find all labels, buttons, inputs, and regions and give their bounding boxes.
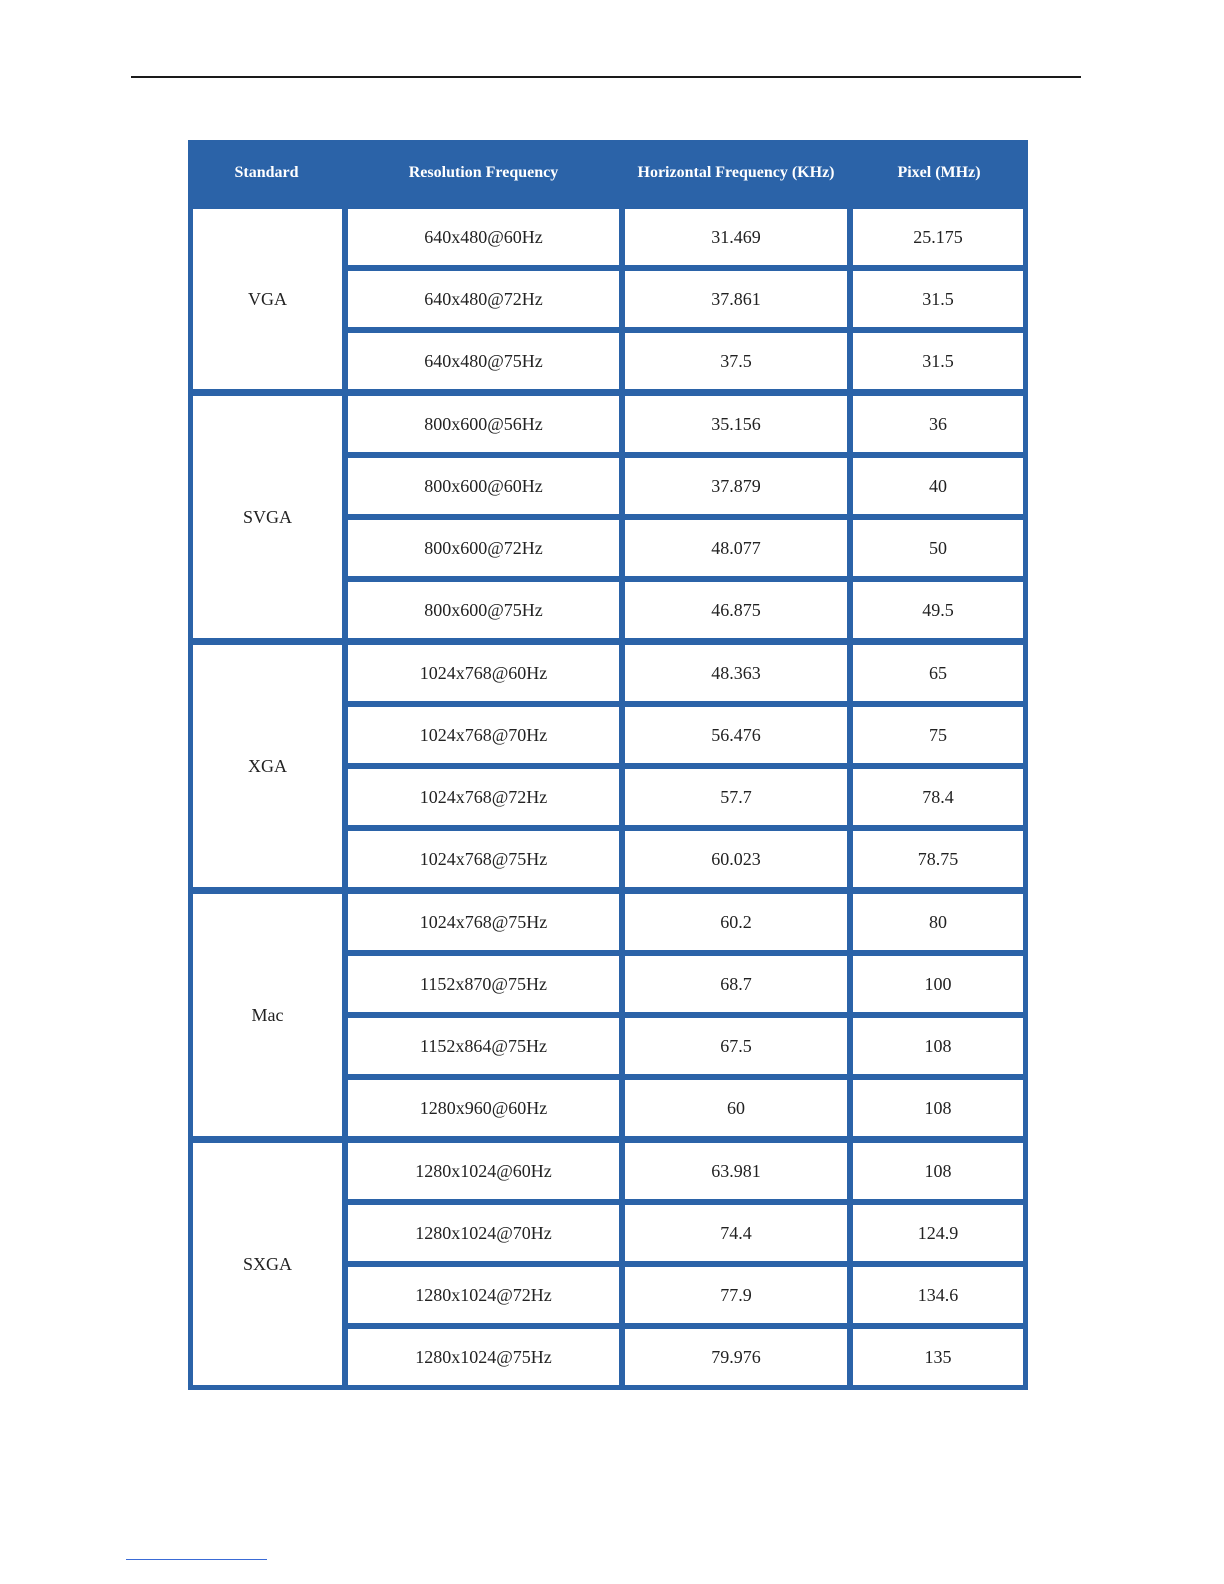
pixel-clock-cell: 50 [850,517,1028,579]
header-standard: Standard [188,140,345,206]
timing-table [188,140,1028,1390]
table-row [188,1140,1028,1202]
pixel-clock-cell: 124.9 [850,1202,1028,1264]
horizontal-frequency-cell: 48.363 [622,642,850,704]
horizontal-frequency-cell: 74.4 [622,1202,850,1264]
table-row [188,891,1028,953]
resolution-cell: 1152x864@75Hz [345,1015,622,1077]
horizontal-frequency-cell: 57.7 [622,766,850,828]
pixel-clock-cell: 49.5 [850,579,1028,642]
pixel-clock-cell: 25.175 [850,206,1028,268]
pixel-clock-cell: 108 [850,1077,1028,1140]
resolution-cell: 640x480@72Hz [345,268,622,330]
standard-cell: VGA [188,206,345,393]
horizontal-frequency-cell: 37.5 [622,330,850,393]
pixel-clock-cell: 134.6 [850,1264,1028,1326]
resolution-cell: 640x480@60Hz [345,206,622,268]
resolution-cell: 1024x768@60Hz [345,642,622,704]
header-horizontal: Horizontal Frequency (KHz) [622,140,850,206]
table-row [188,393,1028,455]
pixel-clock-cell: 135 [850,1326,1028,1390]
horizontal-frequency-cell: 31.469 [622,206,850,268]
resolution-cell: 800x600@60Hz [345,455,622,517]
pixel-clock-cell: 100 [850,953,1028,1015]
table-header-row [188,140,1028,206]
horizontal-frequency-cell: 60.023 [622,828,850,891]
standard-cell: SVGA [188,393,345,642]
horizontal-frequency-cell: 77.9 [622,1264,850,1326]
horizontal-frequency-cell: 48.077 [622,517,850,579]
resolution-cell: 1024x768@75Hz [345,891,622,953]
standard-cell: Mac [188,891,345,1140]
pixel-clock-cell: 36 [850,393,1028,455]
resolution-cell: 1280x1024@75Hz [345,1326,622,1390]
pixel-clock-cell: 78.75 [850,828,1028,891]
horizontal-frequency-cell: 37.861 [622,268,850,330]
resolution-cell: 800x600@56Hz [345,393,622,455]
horizontal-frequency-cell: 68.7 [622,953,850,1015]
header-rule [131,76,1081,78]
resolution-cell: 1280x960@60Hz [345,1077,622,1140]
header-pixel: Pixel (MHz) [850,140,1028,206]
resolution-cell: 1152x870@75Hz [345,953,622,1015]
footer-link-underline [126,1559,267,1560]
horizontal-frequency-cell: 46.875 [622,579,850,642]
pixel-clock-cell: 78.4 [850,766,1028,828]
pixel-clock-cell: 31.5 [850,330,1028,393]
horizontal-frequency-cell: 60 [622,1077,850,1140]
resolution-cell: 1280x1024@70Hz [345,1202,622,1264]
horizontal-frequency-cell: 79.976 [622,1326,850,1390]
resolution-cell: 1024x768@70Hz [345,704,622,766]
table-row [188,642,1028,704]
resolution-cell: 800x600@72Hz [345,517,622,579]
pixel-clock-cell: 80 [850,891,1028,953]
resolution-cell: 1280x1024@72Hz [345,1264,622,1326]
pixel-clock-cell: 108 [850,1015,1028,1077]
pixel-clock-cell: 65 [850,642,1028,704]
horizontal-frequency-cell: 56.476 [622,704,850,766]
horizontal-frequency-cell: 35.156 [622,393,850,455]
horizontal-frequency-cell: 67.5 [622,1015,850,1077]
pixel-clock-cell: 108 [850,1140,1028,1202]
header-resolution: Resolution Frequency [345,140,622,206]
pixel-clock-cell: 75 [850,704,1028,766]
table-body [188,206,1028,1390]
timing-table-container [188,140,1028,1390]
horizontal-frequency-cell: 60.2 [622,891,850,953]
table-row [188,206,1028,268]
standard-cell: SXGA [188,1140,345,1390]
standard-cell: XGA [188,642,345,891]
pixel-clock-cell: 40 [850,455,1028,517]
resolution-cell: 1024x768@72Hz [345,766,622,828]
horizontal-frequency-cell: 37.879 [622,455,850,517]
resolution-cell: 800x600@75Hz [345,579,622,642]
resolution-cell: 1280x1024@60Hz [345,1140,622,1202]
pixel-clock-cell: 31.5 [850,268,1028,330]
horizontal-frequency-cell: 63.981 [622,1140,850,1202]
resolution-cell: 1024x768@75Hz [345,828,622,891]
resolution-cell: 640x480@75Hz [345,330,622,393]
